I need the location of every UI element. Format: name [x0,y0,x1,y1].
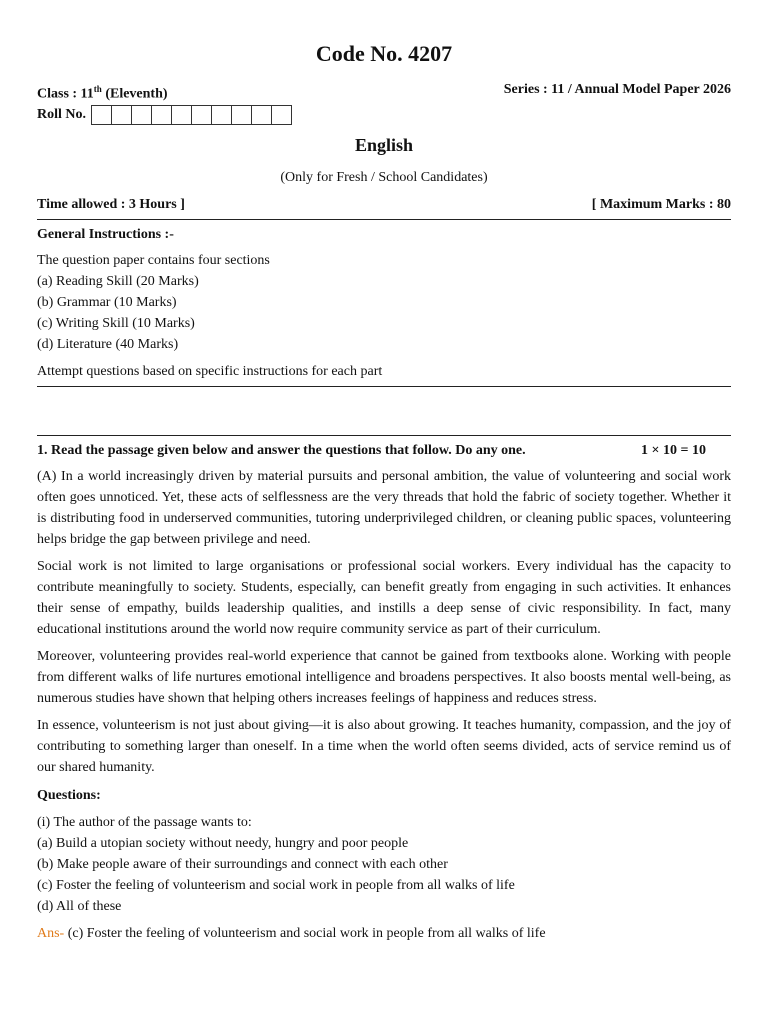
divider [37,219,731,220]
roll-box [191,105,212,125]
questions-section [37,785,731,944]
subject-title: English [354,135,414,155]
question-stem: (i) The author of the passage wants to: [37,815,252,830]
roll-box [251,105,272,125]
roll-box [151,105,172,125]
passage-paragraph: In essence, volunteerism is not just about giving—it is also about growing. It teaches humanity, compassion, and the joy of contributing to something larger than oneself. In a time when the world often seems divided, acts of service remind us of our shared humanity. [37,718,731,775]
roll-box [271,105,292,125]
instructions-title: General Instructions :- [37,227,174,242]
code-number-title: Code No. 4207 [315,41,453,66]
passage-paragraph: (A) In a world increasingly driven by material pursuits and personal ambition, the value of volunteering and social work often goes unnoticed. Yet, these acts of selflessness are the very threads that hold the fabric of society together. Whether it is distributing food in underserved communities, tutoring underprivileged children, or cleaning public spaces, volunteering helps bridge the gap between privilege and need. [37,469,731,547]
question-heading-text: 1. Read the passage given below and answer the questions that follow. Do any one. [37,443,526,458]
class-series-row [37,79,731,105]
instruction-item: The question paper contains four sections [37,253,270,268]
roll-box [91,105,112,125]
instruction-item: (d) Literature (40 Marks) [37,337,179,352]
maximum-marks: [ Maximum Marks : 80 [591,197,731,212]
roll-box [131,105,152,125]
answer-text: (c) Foster the feeling of volunteerism and social work in people from all walks of life [64,926,546,941]
questions-label: Questions: [37,788,101,803]
instructions-final: Attempt questions based on specific instructions for each part [37,364,383,379]
answer-label: Ans- [37,926,65,941]
divider [37,435,731,436]
roll-box [231,105,252,125]
time-allowed: Time allowed : 3 Hours ] [37,197,185,212]
instruction-item: (c) Writing Skill (10 Marks) [37,316,195,331]
time-marks-row [37,194,731,215]
instructions-list [37,250,731,355]
class-label: Class : 11th (Eleventh) [37,84,168,102]
roll-number-boxes [92,105,292,125]
option-item: (d) All of these [37,899,122,914]
passage-paragraph: Social work is not limited to large organisations or professional social workers. Every individual has the capacity to contribute meaningfully to society. Students, especially, can benefit greatly from engaging in such activities. It enhances their sense of empathy, builds leadership qualities, and instills a deep sense of civic responsibility. In fact, many educational institutions around the world now require community service as part of their curriculum. [37,559,731,637]
question-heading [37,440,731,461]
roll-number-row [37,104,292,125]
passage-paragraph: Moreover, volunteering provides real-world experience that cannot be gained from textbooks alone. Working with people from different walks of life nurtures emotional intelligence and broadens perspectives. It also boosts mental well-being, as numerous studies have shown that helping others increases feelings of happiness and reduces stress. [37,649,731,706]
answer-line [37,923,731,944]
option-item: (c) Foster the feeling of volunteerism and social work in people from all walks of life [37,878,515,893]
reading-passage [37,466,731,784]
roll-box [211,105,232,125]
option-item: (a) Build a utopian society without needy, hungry and poor people [37,836,409,851]
option-item: (b) Make people aware of their surroundings and connect with each other [37,857,448,872]
series-label: Series : 11 / Annual Model Paper 2026 [503,82,731,97]
instruction-item: (a) Reading Skill (20 Marks) [37,274,199,289]
roll-box [111,105,132,125]
instruction-item: (b) Grammar (10 Marks) [37,295,177,310]
divider [37,386,731,387]
candidate-subtitle: (Only for Fresh / School Candidates) [280,170,488,185]
roll-box [171,105,192,125]
roll-label: Roll No. [37,107,86,122]
question-marks: 1 × 10 = 10 [641,443,706,458]
